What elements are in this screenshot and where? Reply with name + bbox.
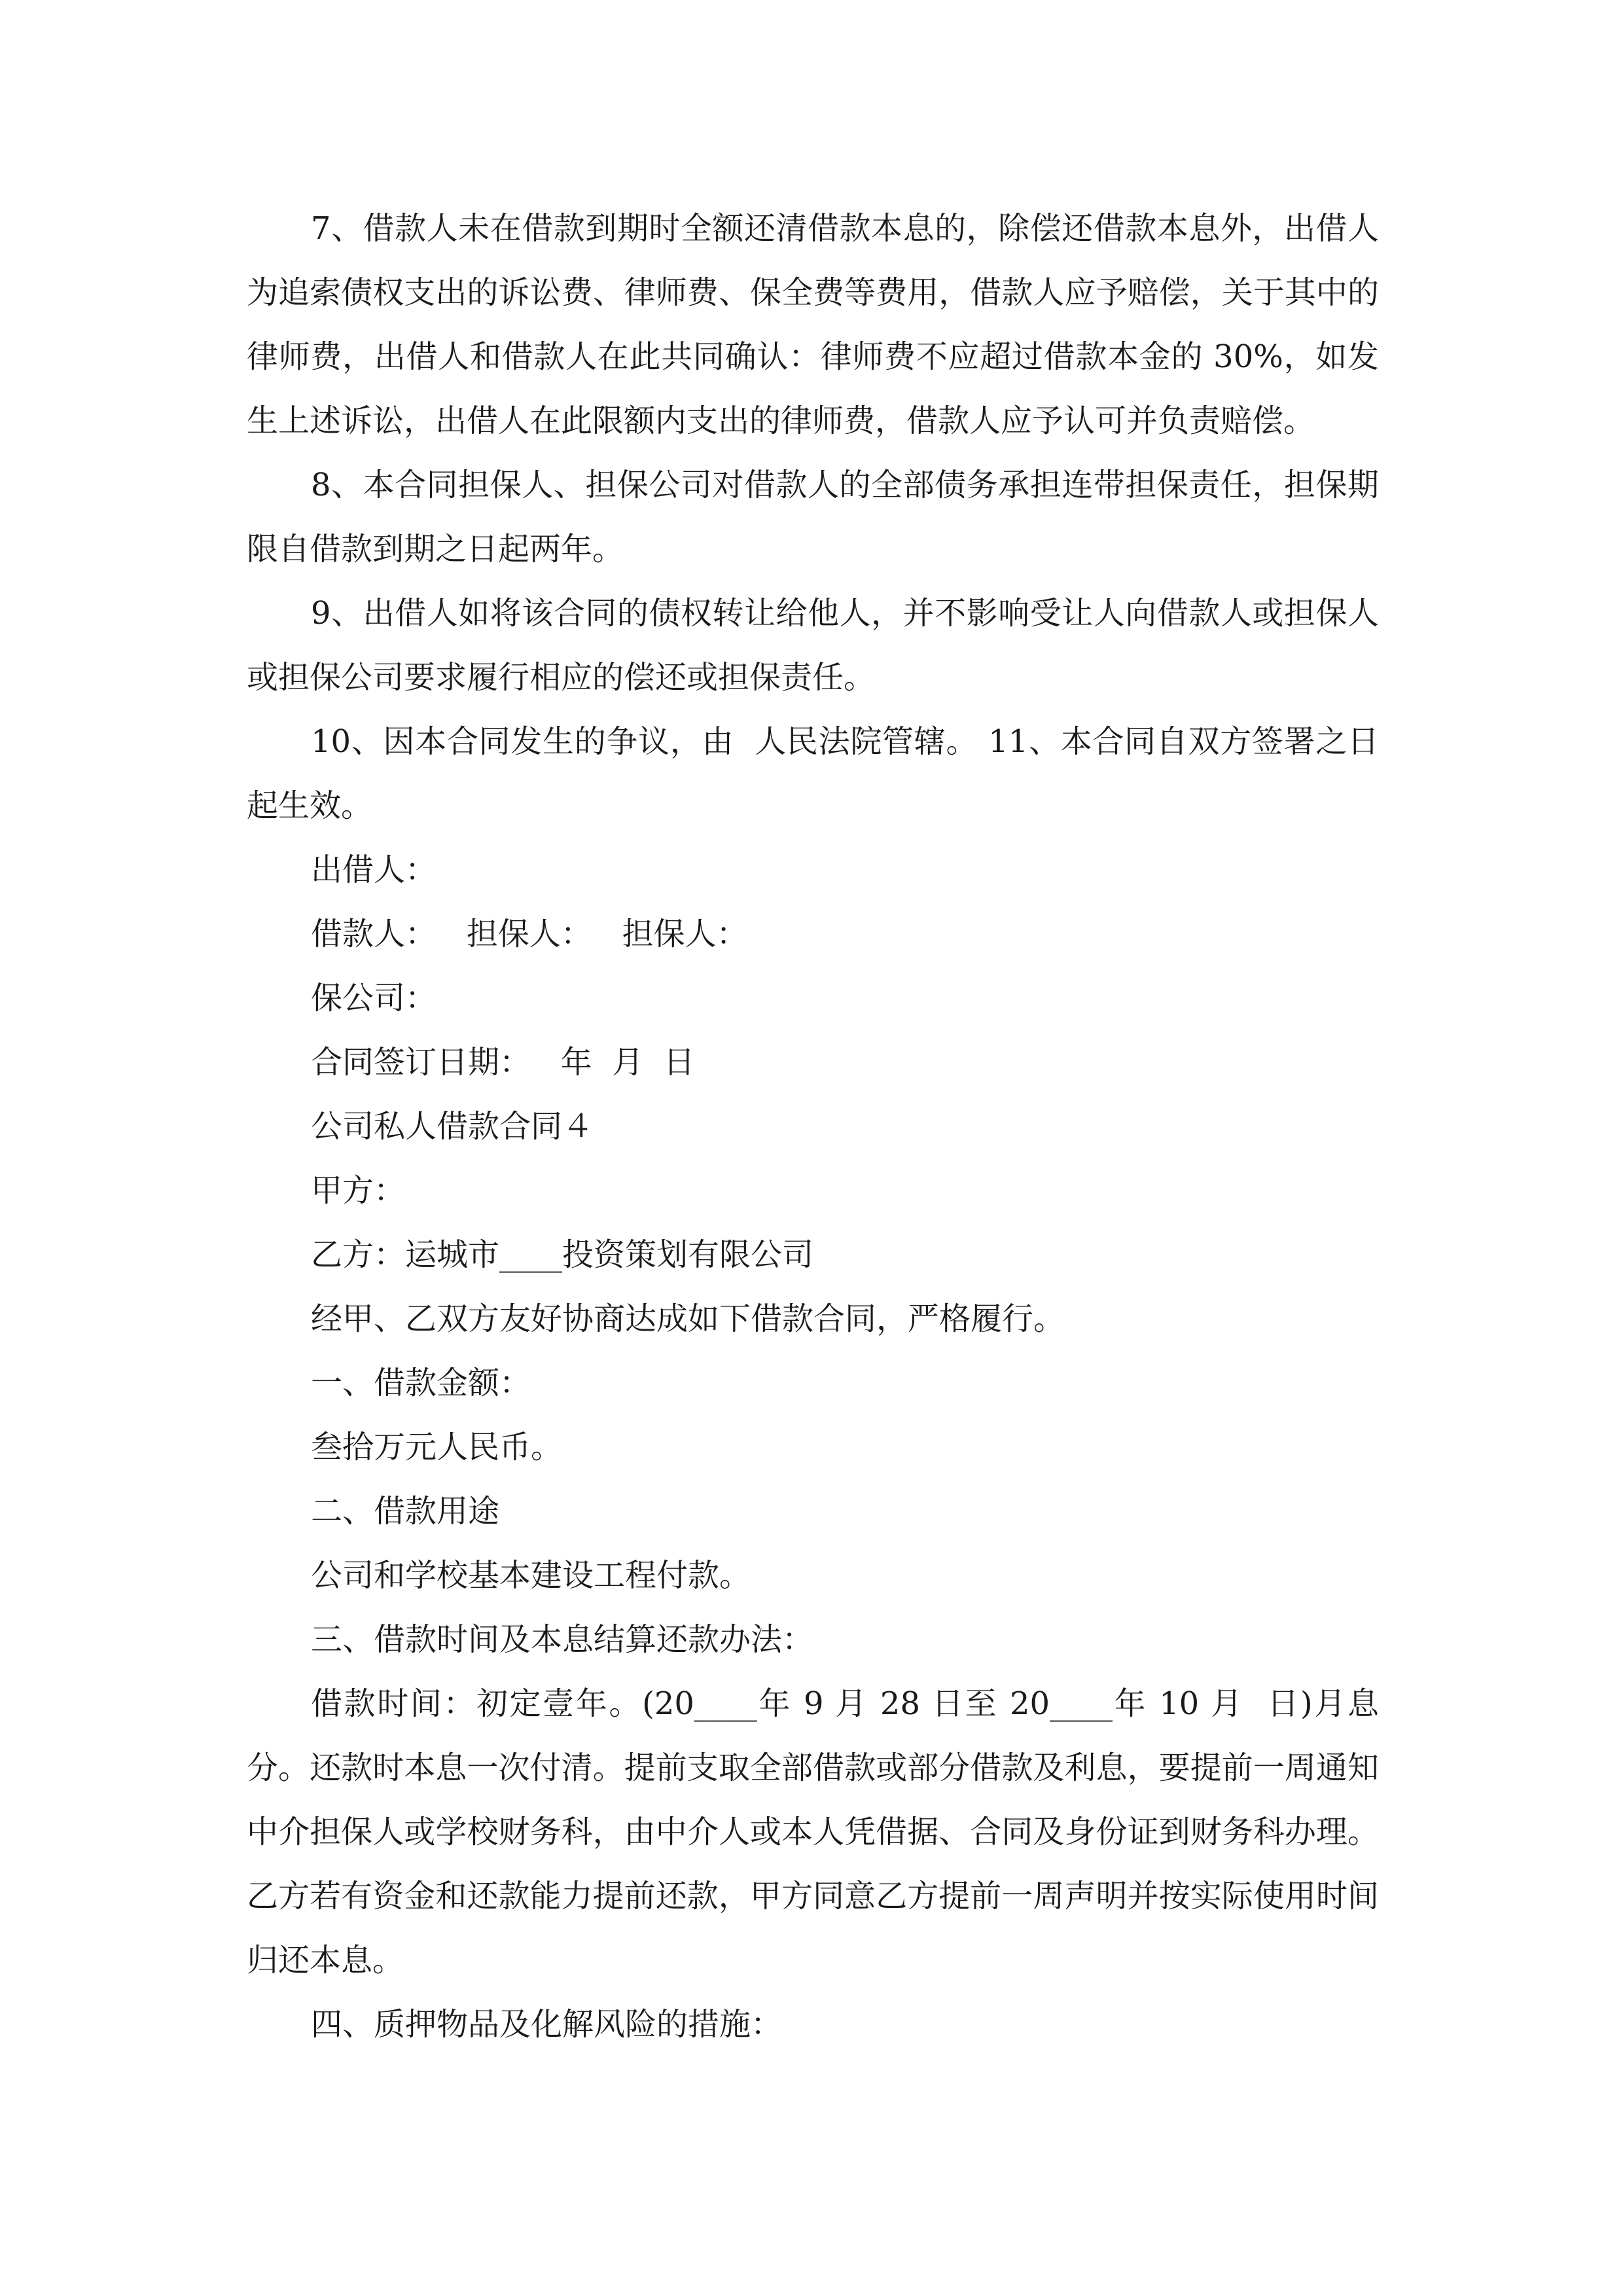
borrower-guarantor-signature-line: 借款人： 担保人： 担保人：: [311, 916, 748, 952]
section-4-title: 四、质押物品及化解风险的措施：: [311, 2006, 783, 2043]
document-body: [247, 196, 1399, 2056]
sign-date-line: 合同签订日期： 年 月 日: [311, 1044, 695, 1081]
section-3-title: 三、借款时间及本息结算还款办法：: [311, 1621, 814, 1658]
section-3-body: 借款时间：初定壹年。(20____年 9 月 28 日至 20____年 10 月 日)月息 分。还款时本息一次付清。提前支取全部借款或部分借款及利息，要提前一周通知中介担保人或学校财务科，由中介人或本人凭借据、合同及身份证到财务科办理。乙方若有资金和还款能力提前还款，甲方同意乙方提前一周声明并按实际使用时间归还本息。: [247, 1685, 1399, 1979]
contract-intro: 经甲、乙双方友好协商达成如下借款合同，严格履行。: [311, 1300, 1065, 1337]
contract-4-title: 公司私人借款合同４: [311, 1108, 594, 1145]
guarantee-company-line: 保公司：: [311, 980, 437, 1016]
clause-7: 7、借款人未在借款到期时全额还清借款本息的，除偿还借款本息外，出借人为追索债权支出的诉讼费、律师费、保全费等费用，借款人应予赔偿，关于其中的律师费，出借人和借款人在此共同确认：律师费不应超过借款本金的 30%，如发生上述诉讼，出借人在此限额内支出的律师费，借款人应予认可并负责赔偿。: [247, 210, 1379, 439]
party-a-line: 甲方：: [311, 1172, 406, 1209]
lender-signature-line: 出借人：: [311, 852, 437, 888]
section-2-body: 公司和学校基本建设工程付款。: [311, 1557, 751, 1594]
section-1-body: 叁拾万元人民币。: [311, 1429, 563, 1465]
clause-9: 9、出借人如将该合同的债权转让给他人，并不影响受让人向借款人或担保人或担保公司要求履行相应的偿还或担保责任。: [247, 595, 1379, 696]
party-b-line: 乙方：运城市____投资策划有限公司: [311, 1236, 814, 1273]
section-2-title: 二、借款用途: [311, 1493, 500, 1530]
clause-8: 8、本合同担保人、担保公司对借款人的全部债务承担连带担保责任，担保期限自借款到期之日起两年。: [247, 467, 1379, 567]
clause-10-11: 10、因本合同发生的争议，由 人民法院管辖。 11、本合同自双方签署之日起生效。: [247, 723, 1379, 824]
section-1-title: 一、借款金额：: [311, 1365, 531, 1401]
